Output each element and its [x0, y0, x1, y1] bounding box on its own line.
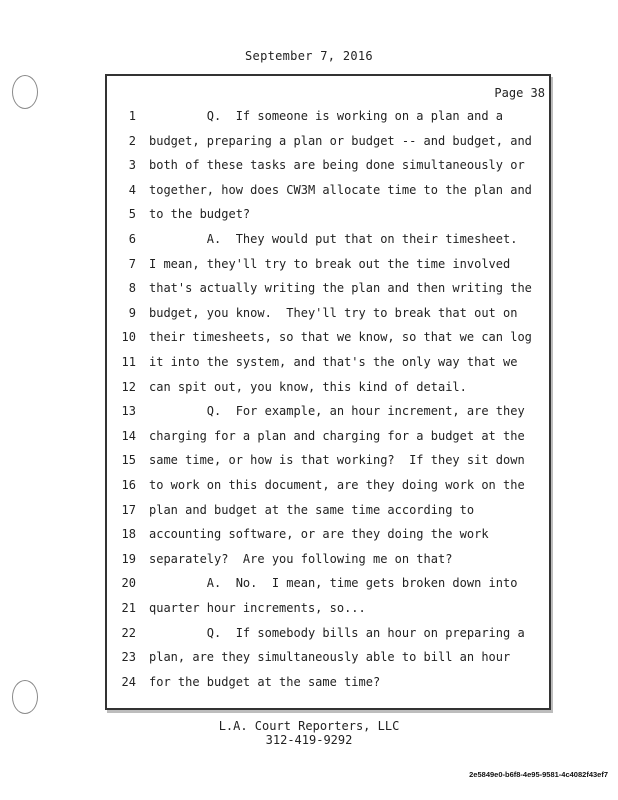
line-number: 17: [121, 502, 136, 517]
line-text: budget, you know. They'll try to break that out on: [149, 305, 518, 320]
line-number: 8: [128, 281, 136, 296]
line-text: both of these tasks are being done simultaneously or: [149, 158, 525, 173]
document-id: 2e5849e0-b6f8-4e95-9581-4c4082f43ef7: [469, 770, 608, 779]
line-text: Q. If somebody bills an hour on preparing a: [149, 625, 525, 640]
line-number: 22: [121, 625, 136, 640]
line-text: their timesheets, so that we know, so that we can log: [149, 330, 532, 345]
line-number: 24: [121, 674, 136, 689]
line-number: 7: [128, 256, 136, 271]
line-number: 11: [121, 355, 136, 369]
line-text: Q. If someone is working on a plan and a: [149, 109, 504, 123]
line-text: same time, or how is that working? If they sit down: [149, 453, 525, 468]
line-number: 2: [128, 133, 136, 148]
line-number: 19: [121, 551, 136, 566]
line-number: 9: [128, 305, 136, 320]
line-text: Q. For example, an hour increment, are they: [149, 404, 525, 419]
line-number: 18: [121, 527, 136, 542]
line-text: to work on this document, are they doing work on the: [149, 478, 525, 492]
page-number: Page 38: [494, 86, 545, 100]
line-number: 13: [121, 404, 136, 419]
line-text: separately? Are you following me on that?: [149, 551, 453, 566]
line-text: to the budget?: [149, 207, 251, 222]
line-text: A. No. I mean, time gets broken down into: [149, 576, 518, 591]
line-number: 10: [121, 330, 136, 345]
line-text: charging for a plan and charging for a budget at the: [149, 428, 525, 443]
line-number: 4: [128, 182, 136, 197]
line-text: plan and budget at the same time according to: [149, 502, 475, 517]
line-number: 5: [128, 207, 136, 222]
line-number: 16: [121, 478, 136, 492]
line-text: accounting software, or are they doing the work: [149, 527, 489, 542]
line-text: plan, are they simultaneously able to bill an hour: [149, 650, 511, 665]
line-text: together, how does CW3M allocate time to the plan and: [149, 182, 532, 197]
line-number: 20: [121, 576, 136, 591]
line-number: 1: [128, 109, 136, 123]
footer-phone: 312-419-9292: [265, 733, 353, 747]
line-text: for the budget at the same time?: [149, 674, 381, 689]
punch-hole-top: [12, 75, 38, 109]
line-text: I mean, they'll try to break out the time involved: [149, 256, 511, 271]
line-number: 15: [121, 453, 136, 468]
line-text: it into the system, and that's the only way that we: [149, 355, 518, 369]
header-date: September 7, 2016: [245, 49, 373, 63]
footer-firm: L.A. Court Reporters, LLC: [218, 719, 400, 733]
line-number: 14: [121, 428, 136, 443]
line-number: 3: [128, 158, 136, 173]
line-text: budget, preparing a plan or budget -- and budget, and: [149, 133, 532, 148]
line-number: 23: [121, 650, 136, 665]
line-text: that's actually writing the plan and then writing the: [149, 281, 532, 296]
line-text: quarter hour increments, so...: [149, 601, 366, 615]
line-number: 6: [128, 232, 136, 246]
line-number: 21: [121, 601, 136, 615]
line-text: A. They would put that on their timesheet.: [149, 232, 518, 246]
line-number: 12: [121, 379, 136, 394]
line-text: can spit out, you know, this kind of detail.: [149, 379, 467, 394]
punch-hole-bottom: [12, 680, 38, 714]
